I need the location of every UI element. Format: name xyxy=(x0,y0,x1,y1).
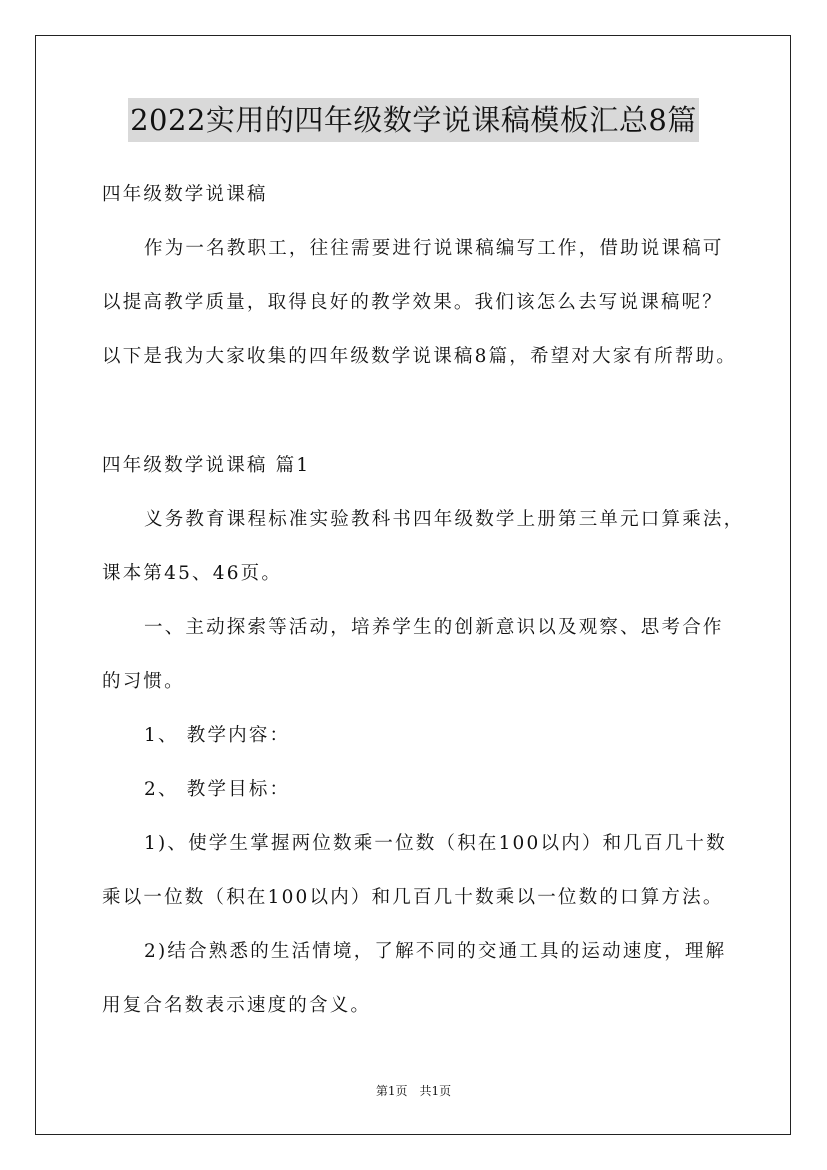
paragraph-line: 义务教育课程标准实验教科书四年级数学上册第三单元口算乘法， xyxy=(144,509,745,530)
paragraph-line: 乘以一位数（积在100以内）和几百几十数乘以一位数的口算方法。 xyxy=(102,887,724,908)
list-item: 2、 教学目标： xyxy=(144,779,291,800)
page-number-footer: 第1页 共1页 xyxy=(375,1084,452,1098)
paragraph-line: 2)结合熟悉的生活情境，了解不同的交通工具的运动速度，理解 xyxy=(144,941,727,962)
paragraph-line: 作为一名教职工，往往需要进行说课稿编写工作，借助说课稿可 xyxy=(144,238,724,259)
paragraph-line: 用复合名数表示速度的含义。 xyxy=(102,995,372,1016)
paragraph-line: 1)、使学生掌握两位数乘一位数（积在100以内）和几百几十数 xyxy=(144,833,727,854)
paragraph-line: 一、主动探索等活动，培养学生的创新意识以及观察、思考合作 xyxy=(144,617,724,638)
document-title: 2022实用的四年级数学说课稿模板汇总8篇 xyxy=(128,98,699,142)
title-container xyxy=(0,98,827,142)
paragraph-line: 的习惯。 xyxy=(102,671,185,692)
paragraph-line: 以提高教学质量，取得良好的教学效果。我们该怎么去写说课稿呢？ xyxy=(102,292,724,313)
section-heading: 四年级数学说课稿 篇1 xyxy=(102,455,311,476)
list-item: 1、 教学内容： xyxy=(144,725,291,746)
section-heading: 四年级数学说课稿 xyxy=(102,184,268,205)
paragraph-line: 以下是我为大家收集的四年级数学说课稿8篇，希望对大家有所帮助。 xyxy=(102,346,737,367)
paragraph-line: 课本第45、46页。 xyxy=(102,563,283,584)
